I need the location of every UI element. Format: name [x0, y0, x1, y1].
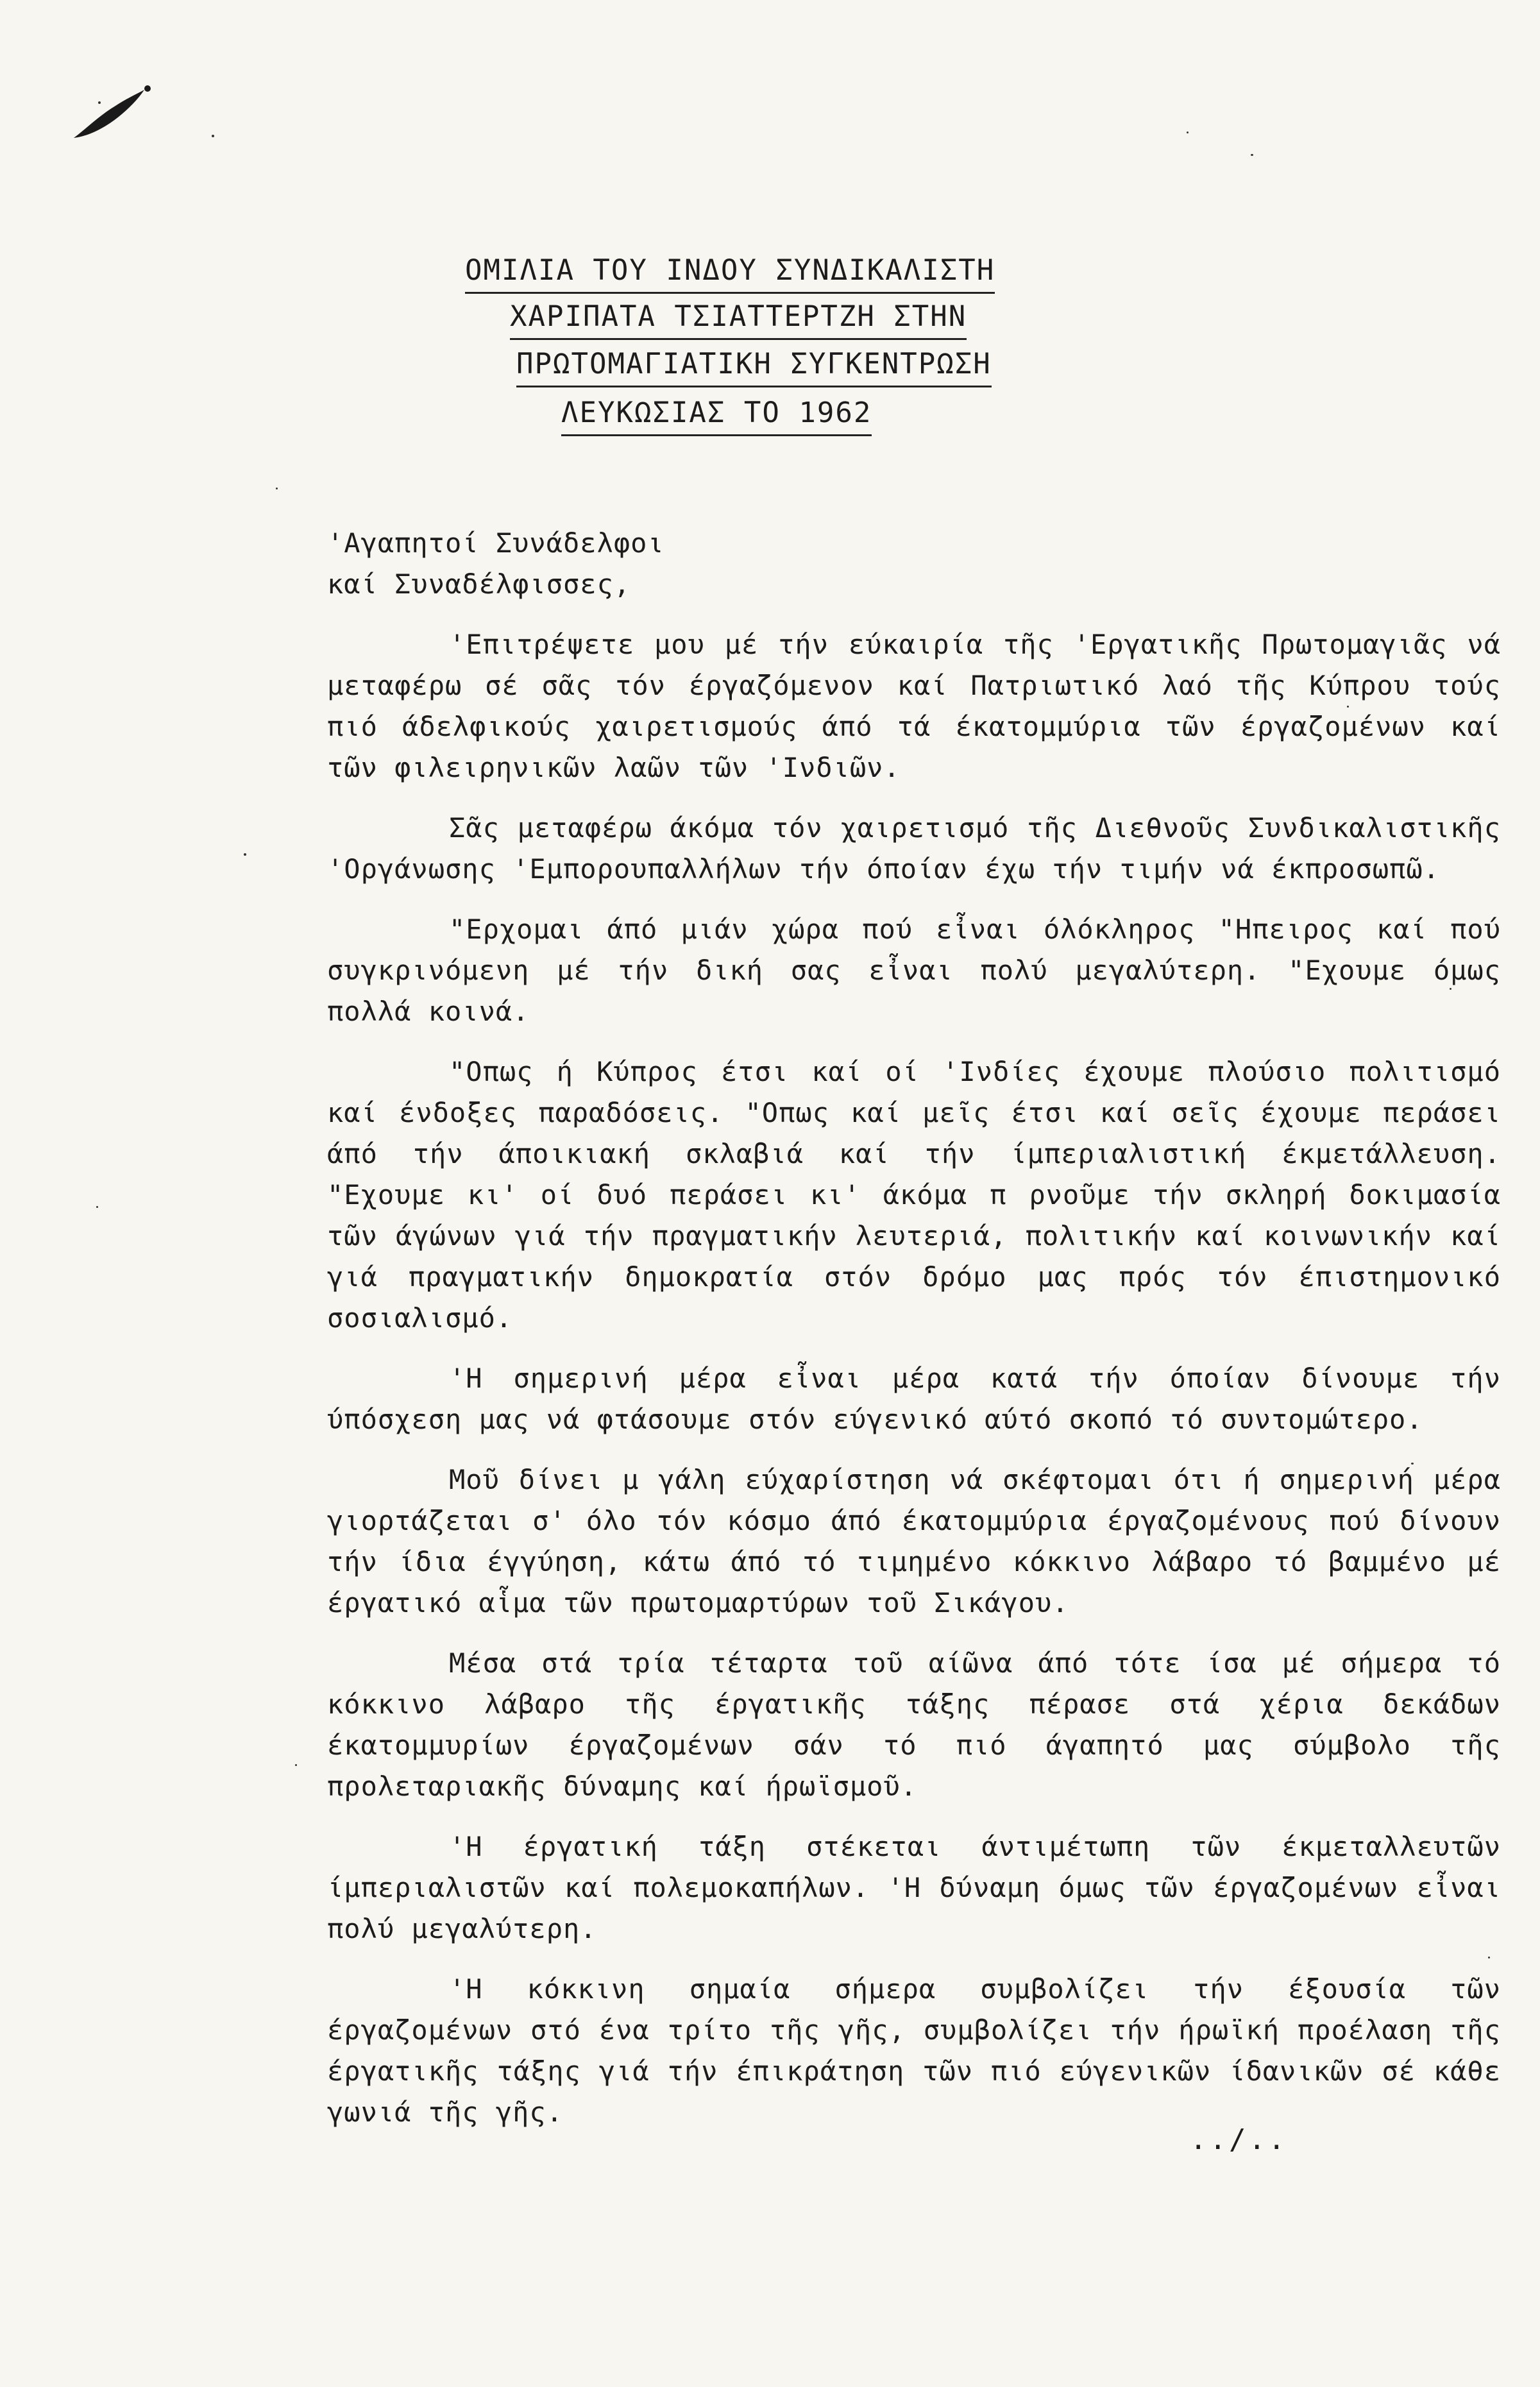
- paragraph-7: Μέσα στά τρία τέταρτα τοῦ αίῶνα άπό τότε ίσα μέ σήμερα τό κόκκινο λάβαρο τῆς έργατικῆς τάξης πέρασε στά χέρια δεκάδων έκατομμυρίων έργαζομένων σάν τό πιό άγαπητό μας σύμβολο τῆς προλεταριακῆς δύναμης καί ήρωϊσμοῦ.: [327, 1647, 1501, 1802]
- scan-speck: [295, 1764, 297, 1766]
- scan-speck: [244, 853, 246, 856]
- continuation-mark: ../..: [1190, 2123, 1288, 2156]
- paragraph-5: 'Η σημερινή μέρα εἶναι μέρα κατά τήν όποίαν δίνουμε τήν ύπόσχεση μας νά φτάσουμε στόν εύγενικό αύτό σκοπό τό συντομώτερο.: [327, 1363, 1501, 1435]
- scan-speck: [276, 488, 278, 489]
- heading-line-3: ΠΡΩΤΟΜΑΓΙΑΤΙΚΗ ΣΥΓΚΕΝΤΡΩΣΗ: [516, 347, 992, 387]
- paragraph-2: Σᾶς μεταφέρω άκόμα τόν χαιρετισμό τῆς Διεθνοῦς Συνδικαλιστικῆς 'Οργάνωσης 'Εμπορουπαλλήλων τήν όποίαν έχω τήν τιμήν νά έκπροσωπῶ.: [327, 812, 1501, 885]
- scan-speck: [1187, 132, 1189, 133]
- paragraph-8: 'Η έργατική τάξη στέκεται άντιμέτωπη τῶν έκμεταλλευτῶν ίμπεριαλιστῶν καί πολεμοκαπήλων. 'Η δύναμη όμως τῶν έργαζομένων εἶναι πολύ μεγαλύτερη.: [327, 1831, 1501, 1944]
- scan-speck: [96, 1206, 98, 1208]
- greeting: 'Αγαπητοί Συνάδελφοι καί Συναδέλφισσες,: [327, 527, 664, 600]
- heading-line-2: ΧΑΡΙΠΑΤΑ ΤΣΙΑΤΤΕΡΤΖΗ ΣΤΗΝ: [510, 300, 967, 340]
- ink-blot-mark: [61, 77, 157, 148]
- paragraph-1: 'Επιτρέψετε μου μέ τήν εύκαιρία τῆς 'Εργατικῆς Πρωτομαγιᾶς νά μεταφέρω σέ σᾶς τόν έργαζόμενον καί Πατριωτικό λαό τῆς Κύπρου τούς πιό άδελφικούς χαιρετισμούς άπό τά έκατομμύρια τῶν έργαζομένων καί τῶν φιλειρηνικῶν λαῶν τῶν 'Ινδιῶν.: [327, 629, 1501, 783]
- scan-speck: [212, 135, 214, 137]
- scan-speck: [1251, 154, 1253, 156]
- speech-body: [327, 523, 1501, 2133]
- heading-line-4: ΛΕΥΚΩΣΙΑΣ ΤΟ 1962: [561, 396, 872, 436]
- heading-line-1: ΟΜΙΛΙΑ ΤΟΥ ΙΝΔΟΥ ΣΥΝΔΙΚΑΛΙΣΤΗ: [465, 253, 995, 294]
- paragraph-6: Μοῦ δίνει μ γάλη εύχαρίστηση νά σκέφτομαι ότι ή σημερινή μέρα γιορτάζεται σ' όλο τόν κόσμο άπό έκατομμύρια έργαζομένους πού δίνουν τήν ίδια έγγύηση, κάτω άπό τό τιμημένο κόκκινο λάβαρο τό βαμμένο μέ έργατικό αἷμα τῶν πρωτομαρτύρων τοῦ Σικάγου.: [327, 1464, 1501, 1618]
- paragraph-4: "Οπως ή Κύπρος έτσι καί οί 'Ινδίες έχουμε πλούσιο πολιτισμό καί ένδοξες παραδόσεις. "Οπως καί μεῖς έτσι καί σεῖς έχουμε περάσει άπό τήν άποικιακή σκλαβιά καί τήν ίμπεριαλιστική έκμετάλλευση. "Εχουμε κι' οί δυό περάσει κι' άκόμα π ρνοῦμε τήν σκληρή δοκιμασία τῶν άγώνων γιά τήν πραγματικήν λευτεριά, πολιτικήν καί κοινωνικήν καί γιά πραγματικήν δημοκρατία στόν δρόμο μας πρός τόν έπιστημονικό σοσιαλισμό.: [327, 1056, 1501, 1334]
- paragraph-3: "Ερχομαι άπό μιάν χώρα πού εἶναι όλόκληρος "Ηπειρος καί πού συγκρινόμενη μέ τήν δική σας εἶναι πολύ μεγαλύτερη. "Εχουμε όμως πολλά κοινά.: [327, 913, 1501, 1027]
- paragraph-9: 'Η κόκκινη σημαία σήμερα συμβολίζει τήν έξουσία τῶν έργαζομένων στό ένα τρίτο τῆς γῆς, συμβολίζει τήν ήρωϊκή προέλαση τῆς έργατικῆς τάξης γιά τήν έπικράτηση τῶν πιό εύγενικῶν ίδανικῶν σέ κάθε γωνιά τῆς γῆς.: [327, 1973, 1501, 2128]
